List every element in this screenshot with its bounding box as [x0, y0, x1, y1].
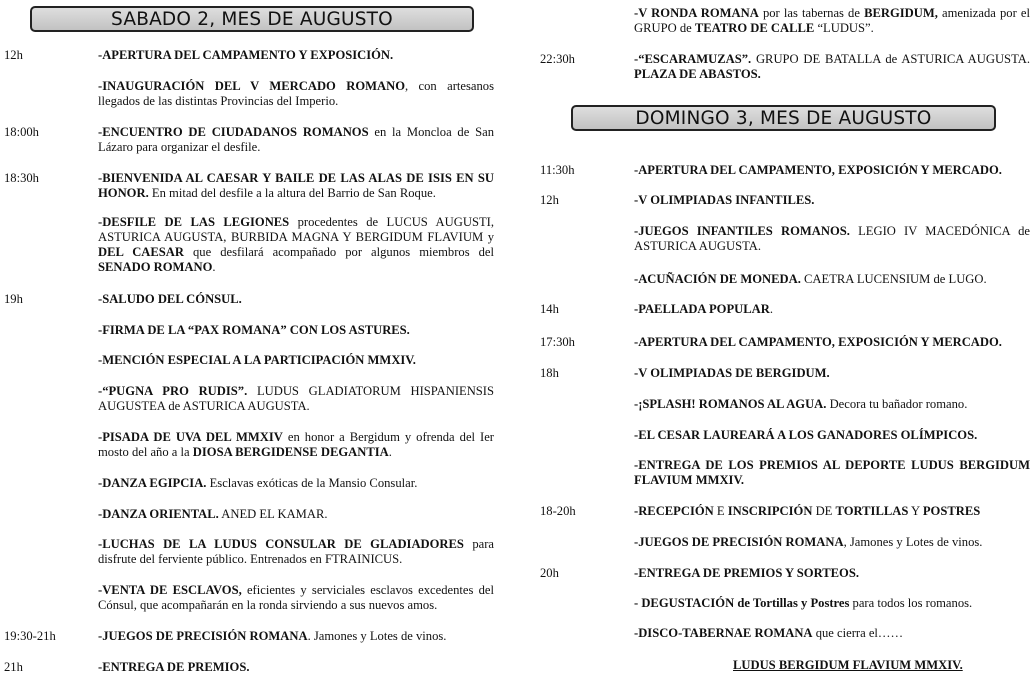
entry-text: -PISADA DE UVA DEL MMXIV en honor a Bergidum y ofrenda del Ier mosto del año a la DIOSA BERGIDENSE DEGANTIA. [98, 430, 495, 459]
entry-text: -INAUGURACIÓN DEL V MERCADO ROMANO, con artesanos llegados de las distintas Provincias del Imperio. [98, 79, 494, 108]
sunday-column [538, 0, 1035, 685]
entry-text: -PAELLADA POPULAR. [634, 302, 774, 316]
entry-text: -APERTURA DEL CAMPAMENTO, EXPOSICIÓN Y MERCADO. [634, 335, 1002, 349]
entry-time: 11:30h [540, 163, 575, 177]
entry-text: -ENTREGA DE PREMIOS Y SORTEOS. [634, 566, 860, 580]
entry-text: -DANZA EGIPCIA. Esclavas exóticas de la Mansio Consular. [98, 476, 418, 490]
entry-time: 18h [540, 366, 559, 380]
entry-time: 19h [4, 292, 23, 306]
entry-text: -ENCUENTRO DE CIUDADANOS ROMANOS en la Moncloa de San Lázaro para organizar el desfile. [98, 125, 494, 154]
entry-time: 19:30-21h [4, 629, 56, 643]
entry-text: -JUEGOS DE PRECISIÓN ROMANA. Jamones y Lotes de vinos. [98, 629, 447, 643]
entry-text: -DESFILE DE LAS LEGIONES procedentes de LUCUS AUGUSTI, ASTURICA AUGUSTA, BURBIDA MAGNA Y BERGIDUM FLAVIUM y DEL CAESAR que desfilará acompañado por algunos miembros del SENADO ROMANO. [98, 215, 494, 274]
entry-time: 12h [540, 193, 559, 207]
entry-text: -V OLIMPIADAS INFANTILES. [634, 193, 815, 207]
entry-time: 20h [540, 566, 559, 580]
organizer-signature: LUDUS BERGIDUM FLAVIUM MMXIV. [733, 658, 963, 672]
entry-time: 14h [540, 302, 559, 316]
entry-text: -RECEPCIÓN E INSCRIPCIÓN DE TORTILLAS Y POSTRES [634, 504, 981, 518]
entry-text: -ENTREGA DE LOS PREMIOS AL DEPORTE LUDUS BERGIDUM FLAVIUM MMXIV. [634, 458, 1030, 487]
entry-text: -DANZA ORIENTAL. ANED EL KAMAR. [98, 507, 328, 521]
sunday-header: DOMINGO 3, MES DE AUGUSTO [571, 105, 996, 131]
entry-time: 18:00h [4, 125, 39, 139]
entry-text: -APERTURA DEL CAMPAMENTO, EXPOSICIÓN Y MERCADO. [634, 163, 1002, 177]
entry-text: -V OLIMPIADAS DE BERGIDUM. [634, 366, 830, 380]
entry-time: 21h [4, 660, 23, 674]
entry-text: -FIRMA DE LA “PAX ROMANA” CON LOS ASTURES. [98, 323, 410, 337]
entry-text: -EL CESAR LAUREARÁ A LOS GANADORES OLÍMPICOS. [634, 428, 978, 442]
entry-text: -LUCHAS DE LA LUDUS CONSULAR DE GLADIADORES para disfrute del ferviente público. Entrenados en FTRAINICUS. [98, 537, 494, 566]
entry-text: -SALUDO DEL CÓNSUL. [98, 292, 242, 306]
entry-time: 18-20h [540, 504, 576, 518]
entry-text: -MENCIÓN ESPECIAL A LA PARTICIPACIÓN MMXIV. [98, 353, 416, 367]
entry-text: -JUEGOS DE PRECISIÓN ROMANA, Jamones y Lotes de vinos. [634, 535, 983, 549]
entry-text: -¡SPLASH! ROMANOS AL AGUA. Decora tu bañador romano. [634, 397, 968, 411]
entry-text: -BIENVENIDA AL CAESAR Y BAILE DE LAS ALAS DE ISIS EN SU HONOR. En mitad del desfile a la altura del Barrio de San Roque. [98, 171, 494, 200]
entry-time: 22:30h [540, 52, 575, 66]
entry-text: -VENTA DE ESCLAVOS, eficientes y serviciales esclavos excedentes del Cónsul, que acompañarán en la ronda sirviendo a sus nuevos amos. [98, 583, 494, 612]
saturday-column [0, 0, 500, 685]
entry-text: -“PUGNA PRO RUDIS”. LUDUS GLADIATORUM HISPANIENSIS AUGUSTEA de ASTURICA AUGUSTA. [98, 384, 495, 413]
entry-text: -ENTREGA DE PREMIOS. [98, 660, 250, 674]
entry-text: -APERTURA DEL CAMPAMENTO Y EXPOSICIÓN. [98, 48, 394, 62]
entry-text: -“ESCARAMUZAS”. GRUPO DE BATALLA de ASTURICA AUGUSTA. PLAZA DE ABASTOS. [634, 52, 1030, 81]
entry-time: 12h [4, 48, 23, 62]
entry-text: - DEGUSTACIÓN de Tortillas y Postres para todos los romanos. [634, 596, 973, 610]
saturday-header: SABADO 2, MES DE AUGUSTO [30, 6, 474, 32]
entry-time: 18:30h [4, 171, 39, 185]
entry-text: -V RONDA ROMANA por las tabernas de BERGIDUM, amenizada por el GRUPO de TEATRO DE CALLE “LUDUS”. [634, 6, 1030, 35]
entry-time: 17:30h [540, 335, 575, 349]
entry-text: -JUEGOS INFANTILES ROMANOS. LEGIO IV MACEDÓNICA de ASTURICA AUGUSTA. [634, 224, 1030, 253]
entry-text: -ACUÑACIÓN DE MONEDA. CAETRA LUCENSIUM de LUGO. [634, 272, 987, 286]
entry-text: -DISCO-TABERNAE ROMANA que cierra el…… [634, 626, 904, 640]
